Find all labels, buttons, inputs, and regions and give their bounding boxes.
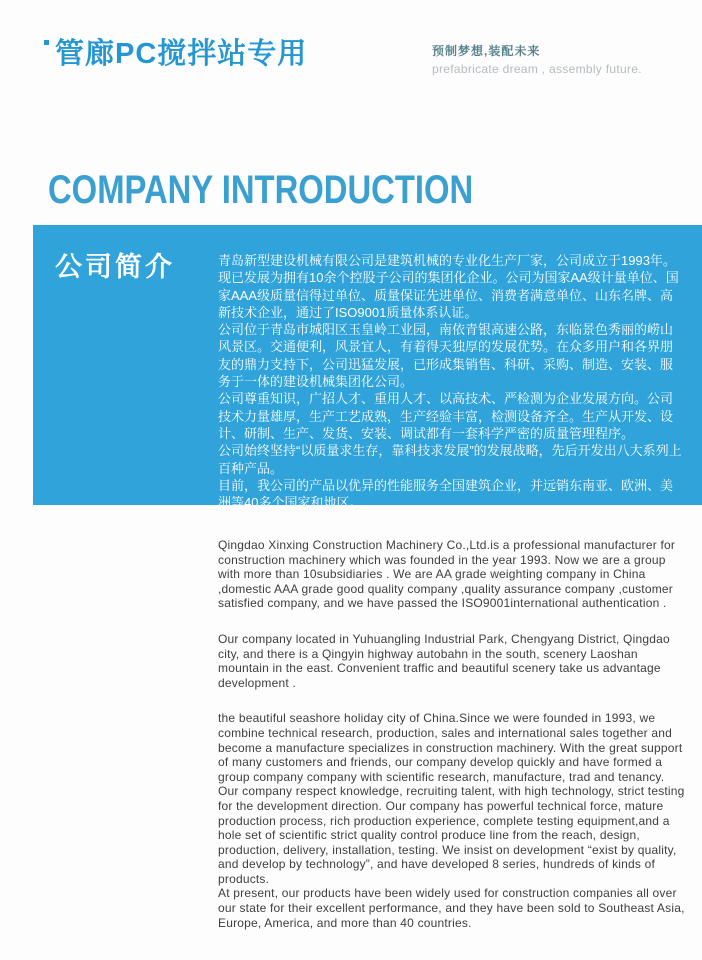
company-intro-chinese <box>218 252 685 511</box>
tagline-chinese: 预制梦想,装配未来 <box>432 44 541 58</box>
cn-paragraph: 目前，我公司的产品以优异的性能服务全国建筑企业，并远销东南亚、欧洲、美洲等40多个国家和地区。 <box>218 477 674 511</box>
panel-title-cn: 公司简介 <box>55 252 175 282</box>
company-intro-panel <box>33 225 702 511</box>
company-intro-english <box>218 538 688 930</box>
cn-paragraph: 青岛新型建设机械有限公司是建筑机械的专业化生产厂家，公司成立于1993年。现已发展为拥有10余个控股子公司的集团化企业。公司为国家AA级计量单位、国家AAA级质量信得过单位、质量保证先进单位、消费者满意单位、山东名牌、高新技术企业，通过了ISO9001质量体系认证。 <box>218 253 679 320</box>
section-heading: COMPANY INTRODUCTION <box>48 168 474 212</box>
en-paragraph: At present, our products have been widely used for construction companies all over our state for their excellent performance, and they have been sold to Southeast Asia, Europe, America, and more than 40 countries. <box>218 886 685 930</box>
page-title: 管廊PC搅拌站专用 <box>55 38 308 70</box>
en-paragraph: Our company respect knowledge, recruiting talent, with high technology, strict testing for the development direction. Our company has powerful technical force, mature production process, rich production experience, complete testing equipment,and a hole set of scientific strict quality control produce line from the reach, design, production, delivery, installation, testing. We insist on development “exist by quality, and develop by technology”, and have developed 8 series, hundreds of kinds of products. <box>218 784 685 886</box>
header-tagline <box>432 42 642 76</box>
cn-paragraph: 公司尊重知识，广招人才、重用人才、以高技术、严检测为企业发展方向。公司技术力量雄厚，生产工艺成熟，生产经验丰富，检测设备齐全。生产从开发、设计、研制、生产、发货、安装、调试都有一套科学严密的质量管理程序。 <box>218 391 674 441</box>
accent-square-icon <box>44 40 49 45</box>
cn-paragraph: 公司始终坚持“以质量求生存，靠科技求发展”的发展战略，先后开发出八大系列上百种产品。 <box>218 443 682 476</box>
cn-paragraph: 公司位于青岛市城阳区玉皇岭工业园，南依青银高速公路，东临景色秀丽的崂山风景区。交通便利，风景宜人，有着得天独厚的发展优势。在众多用户和各界朋友的鼎力支持下，公司迅猛发展，已形成集销售、科研、采购、制造、安装、服务于一体的建设机械集团化公司。 <box>218 322 674 390</box>
en-paragraph: Our company located in Yuhuangling Industrial Park, Chengyang District, Qingdao city, and there is a Qingyin highway autobahn in the south, scenery Laoshan mountain in the east. Convenient traffic and beautiful scenery take us advantage development . <box>218 631 670 690</box>
tagline-english: prefabricate dream , assembly future. <box>432 62 642 76</box>
en-paragraph: the beautiful seashore holiday city of China.Since we were founded in 1993, we combine technical research, production, sales and international sales together and become a manufacture specializes in construction machinery. With the great support of many customers and friends, our company develop quickly and have formed a group company company with scientific research, manufacture, trad and tenancy. <box>218 711 683 784</box>
en-paragraph: Qingdao Xinxing Construction Machinery Co.,Ltd.is a professional manufacturer for construction machinery which was founded in the year 1993. Now we are a group with more than 10subsidiaries . We are AA grade weighting company in China ,domestic AAA grade good quality company ,quality assurance company ,customer satisfied company, and we have passed the ISO9001international authentication . <box>218 538 676 611</box>
